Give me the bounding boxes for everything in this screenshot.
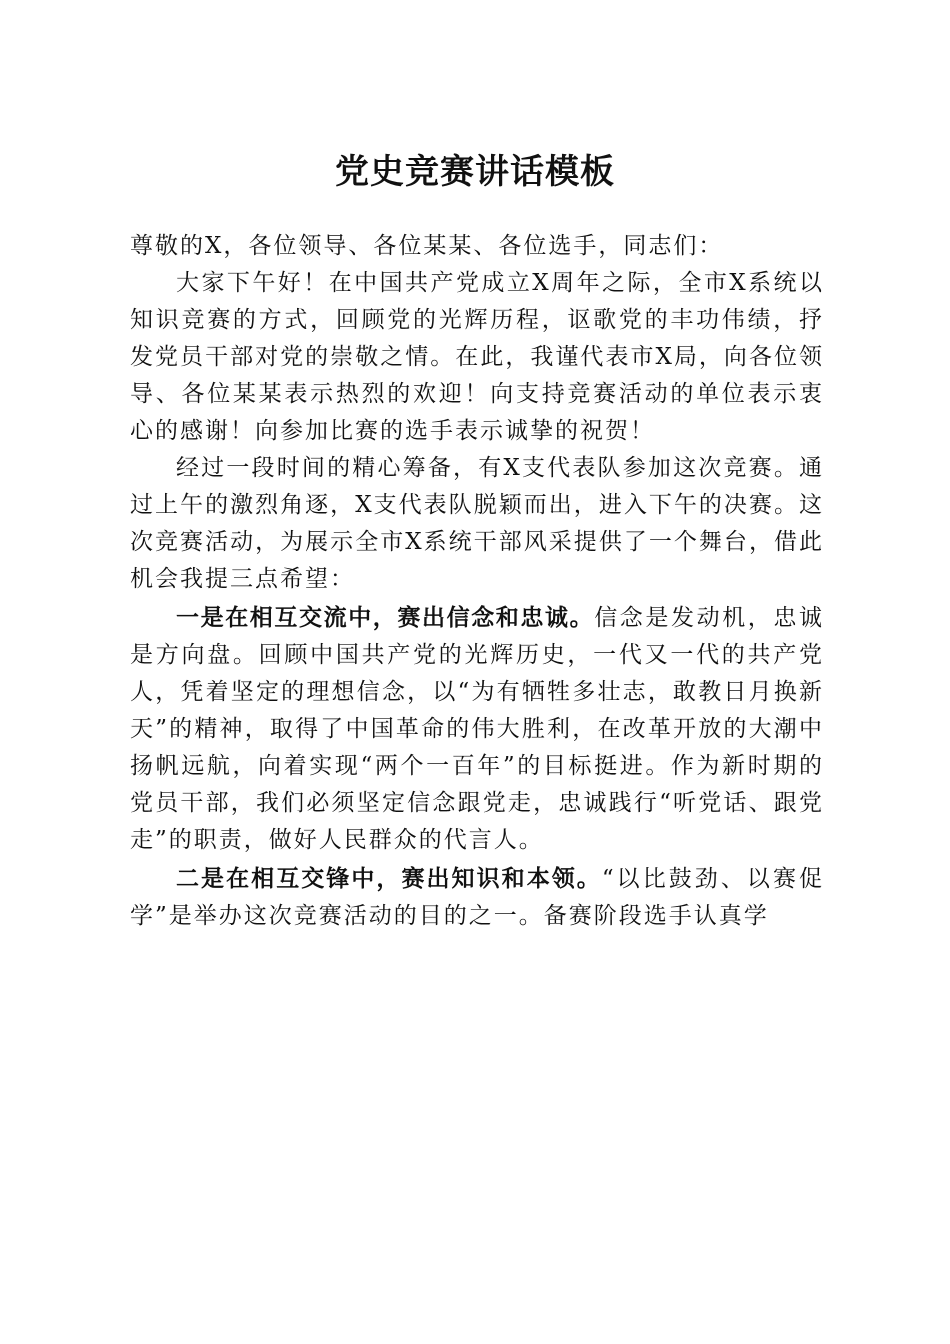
paragraph-greeting — [130, 265, 824, 450]
paragraph-preparation — [130, 450, 824, 598]
paragraph-text: 信念是发动机，忠诚是方向盘。回顾中国共产党的光辉历史，一代又一代的共产党人，凭着坚定的理想信念，以“为有牺牲多壮志，敢教日月换新天”的精神，取得了中国革命的伟大胜利，在改革开放的大潮中扬帆远航，向着实现“两个一百年”的目标挺进。作为新时期的党员干部，我们必须坚定信念跟党走，忠诚践行“听党话、跟党走”的职责，做好人民群众的代言人。 — [130, 605, 825, 853]
document-title: 党史竞赛讲话模板 — [335, 152, 615, 192]
salutation: 尊敬的X，各位领导、各位某某、各位选手，同志们： — [130, 233, 724, 259]
paragraph-lead: 二是在相互交锋中，赛出知识和本领。 — [176, 866, 602, 892]
paragraph-hope-one — [130, 600, 824, 859]
paragraph-text: “以比鼓劲、以赛促学”是举办这次竞赛活动的目的之一。备赛阶段选手认真学 — [130, 866, 824, 929]
paragraph-text: 大家下午好！在中国共产党成立X周年之际，全市X系统以知识竞赛的方式，回顾党的光辉历程，讴歌党的丰功伟绩，抒发党员干部对党的崇敬之情。在此，我谨代表市X局，向各位领导、各位某某表示热烈的欢迎！向支持竞赛活动的单位表示衷心的感谢！向参加比赛的选手表示诚挚的祝贺！ — [130, 270, 824, 444]
document-body — [130, 228, 824, 935]
paragraph-lead: 一是在相互交流中，赛出信念和忠诚。 — [176, 605, 595, 631]
paragraph-text: 经过一段时间的精心筹备，有X支代表队参加这次竞赛。通过上午的激烈角逐，X支代表队脱颖而出，进入下午的决赛。这次竞赛活动，为展示全市X系统干部风采提供了一个舞台，借此机会我提三点希望： — [130, 455, 824, 592]
paragraph-hope-two — [130, 861, 824, 935]
